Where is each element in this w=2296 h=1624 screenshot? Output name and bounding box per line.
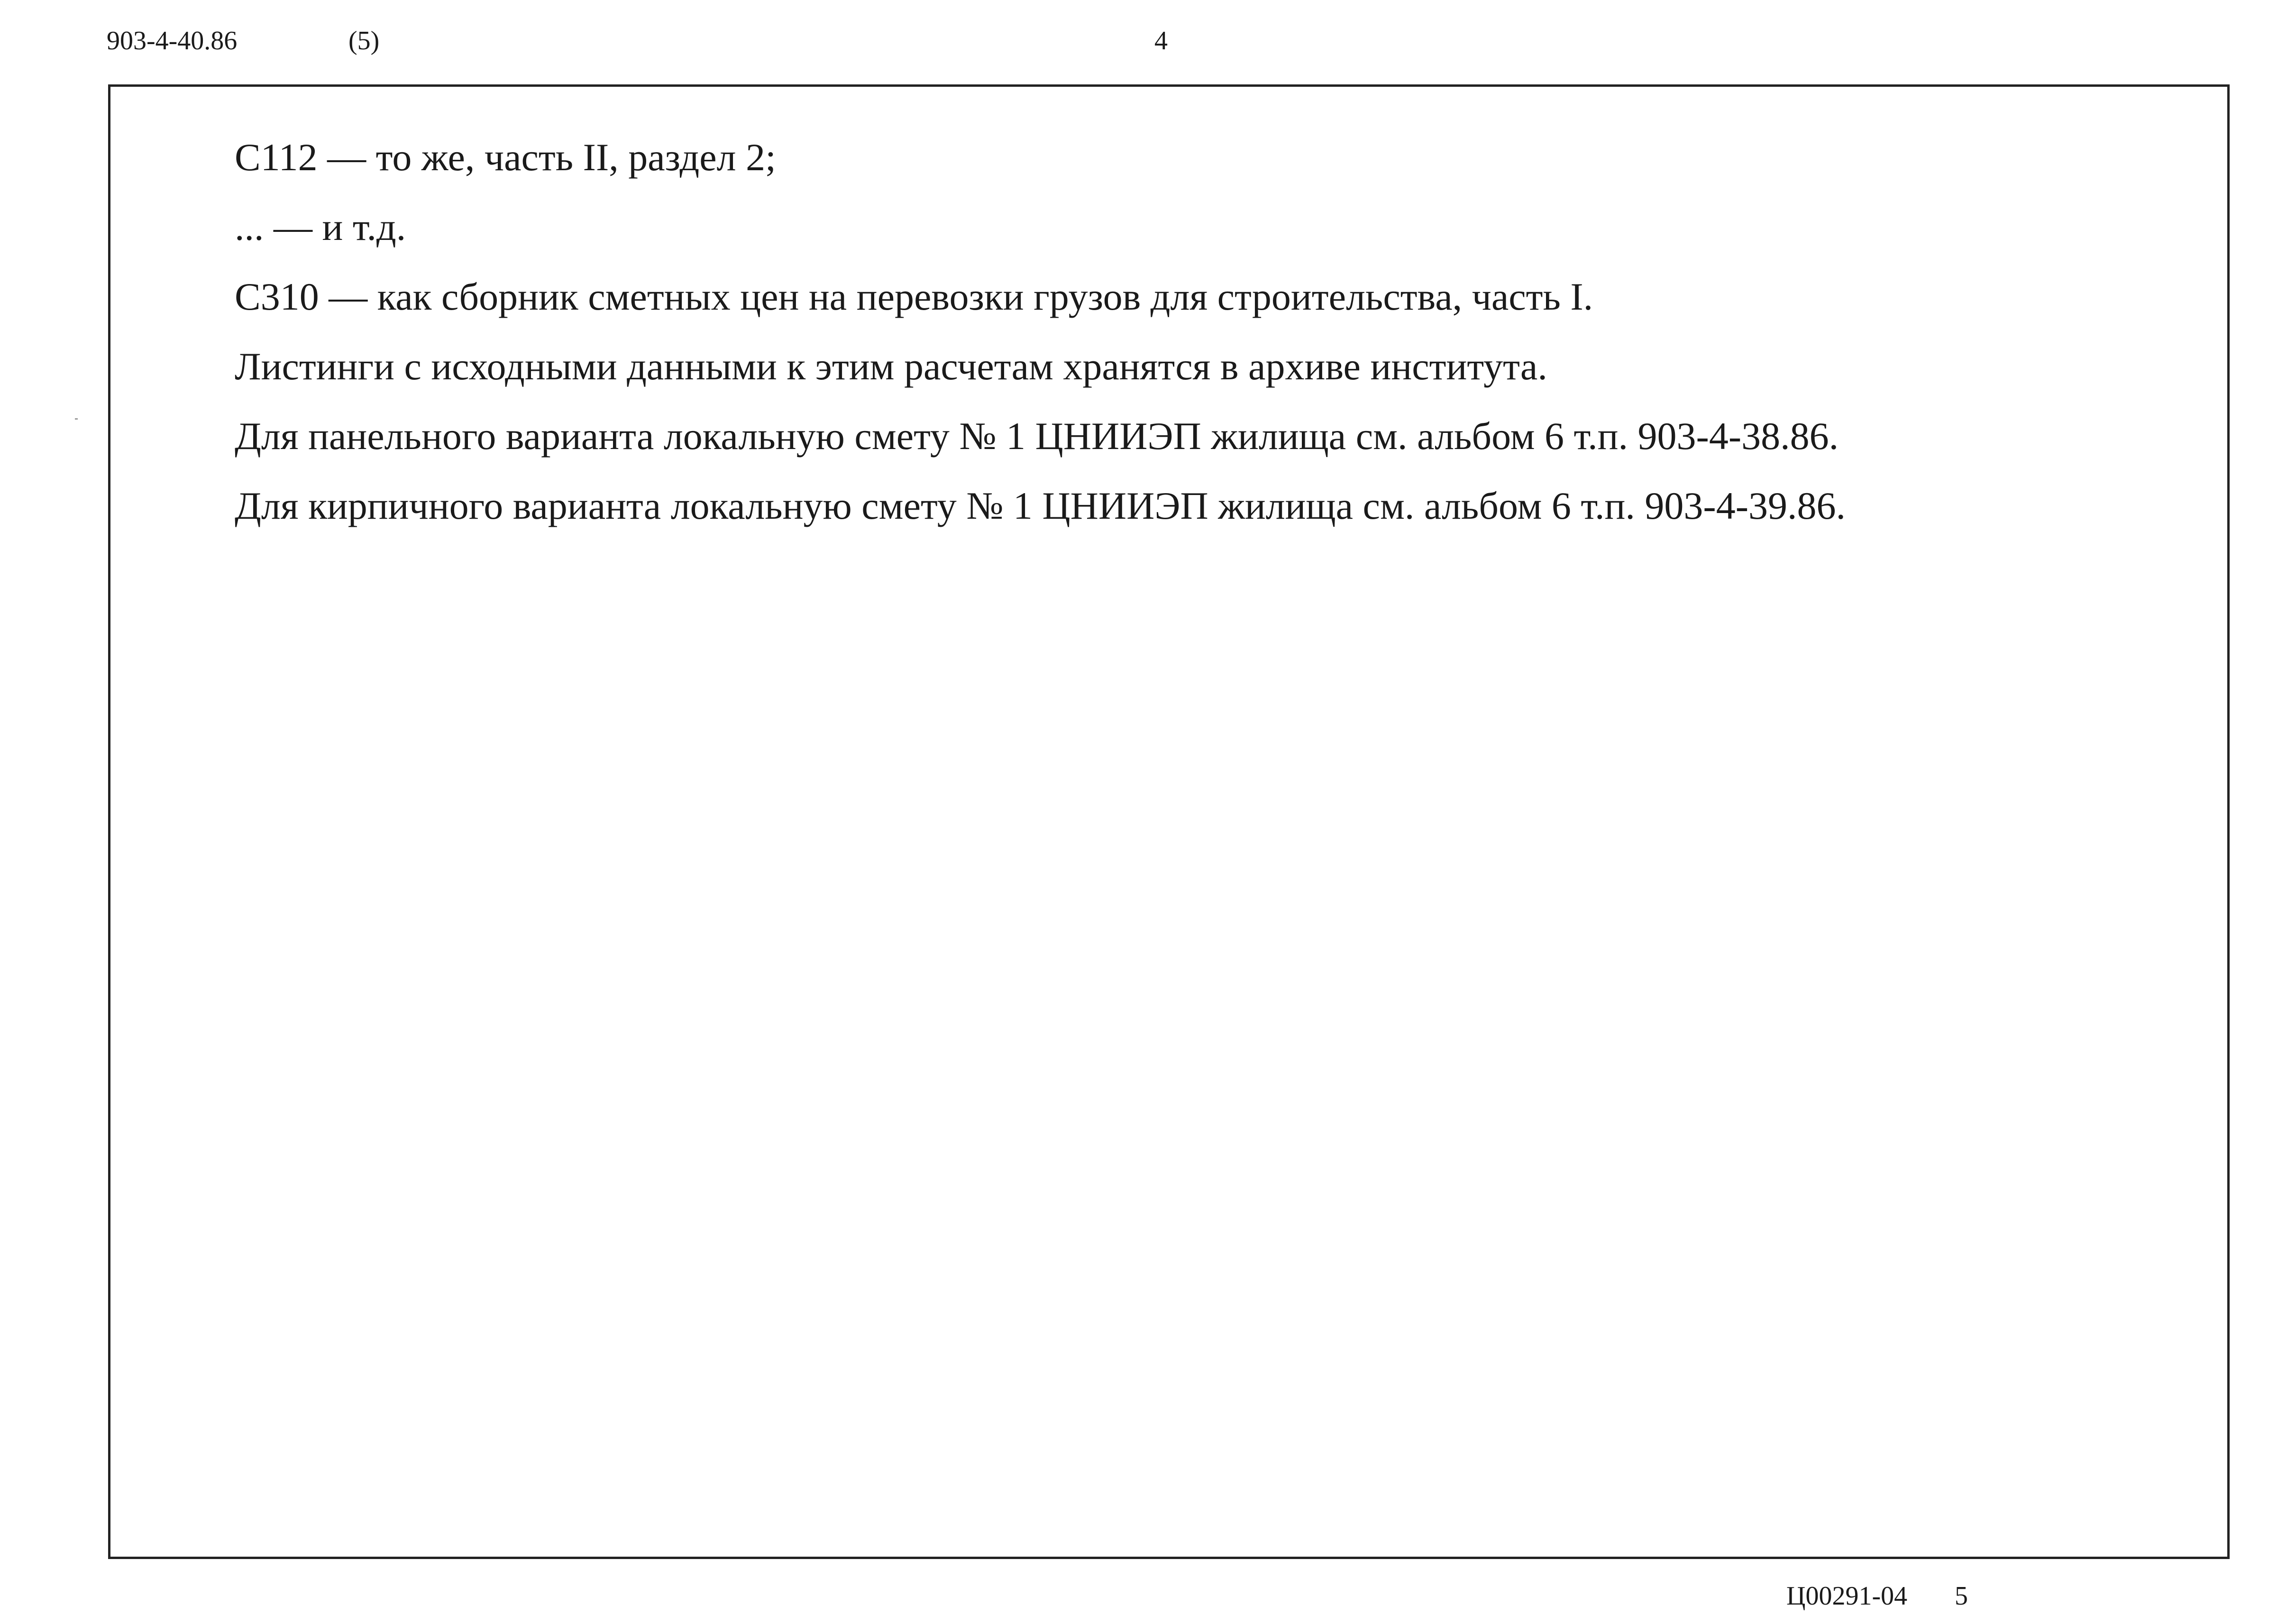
margin-speck xyxy=(75,418,78,420)
text-line: С310 — как сборник сметных цен на перевозки грузов для строительства, часть I. xyxy=(235,275,1593,318)
text-line: Для кирпичного варианта локальную смету № 1 ЦНИИЭП жилища см. альбом 6 т.п. 903-4-39.86. xyxy=(235,484,1846,527)
text-line: С112 — то же, часть II, раздел 2; xyxy=(235,136,776,179)
body-text xyxy=(235,122,2202,541)
text-line: Листинги с исходными данными к этим расчетам хранятся в архиве института. xyxy=(235,345,1547,388)
sheet-number: (5) xyxy=(348,26,380,55)
document-code: 903-4-40.86 xyxy=(107,26,238,55)
footer-page-number: 5 xyxy=(1955,1581,1968,1611)
text-line: ... — и т.д. xyxy=(235,205,406,248)
text-line: Для панельного варианта локальную смету № 1 ЦНИИЭП жилища см. альбом 6 т.п. 903-4-38.86. xyxy=(235,414,1839,458)
footer-code: Ц00291-04 xyxy=(1786,1581,1908,1611)
page-number: 4 xyxy=(1154,26,1168,55)
